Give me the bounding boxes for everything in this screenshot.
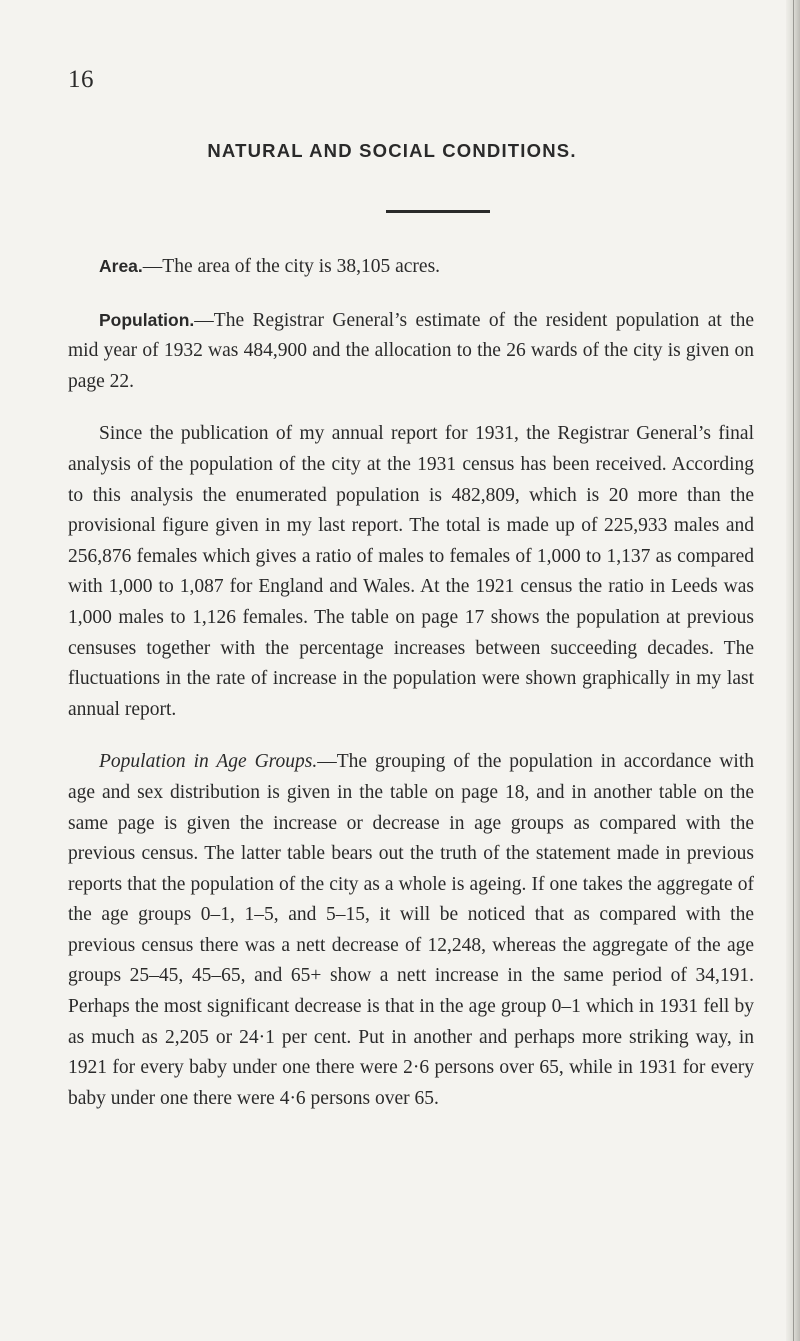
paragraph-census-analysis [68, 419, 754, 725]
body-text [68, 251, 754, 1136]
paragraph-area [68, 251, 754, 283]
paragraph-age-groups [68, 747, 754, 1114]
run-in-heading-population: Population. [99, 309, 195, 330]
paragraph-text: —The Registrar General’s estimate of the resident population at the mid year of 1932 was 484,900 and the allocation to the 26 wards of the city is given on page 22. [68, 309, 754, 392]
paragraph-text: —The grouping of the population in accordance with age and sex distribution is given in the table on page 18, and in another table on the same page is given the increase or decrease in age groups as compared with the previous census. The latter table bears out the truth of the statement made in previous reports that the population of the city as a whole is ageing. If one takes the aggregate of the age groups 0–1, 1–5, and 5–15, it will be noticed that as compared with the previous census there was a nett decrease of 12,248, whereas the aggregate of the age groups 25–45, 45–65, and 65+ show a nett increase in the same period of 34,191. Perhaps the most significant decrease is that in the age group 0–1 which in 1931 fell by as much as 2,205 or 24·1 per cent. Put in another and perhaps more striking way, in 1921 for every baby under one there were 2·6 persons over 65, while in 1931 for every baby under one there were 4·6 persons over 65. [68, 751, 754, 1109]
page-heading: NATURAL AND SOCIAL CONDITIONS. [207, 140, 577, 161]
section-divider [386, 210, 490, 213]
run-in-heading-age-groups: Population in Age Groups. [99, 751, 318, 773]
paragraph-text: —The area of the city is 38,105 acres. [142, 256, 441, 277]
page-number: 16 [68, 66, 94, 93]
paragraph-population [68, 305, 754, 398]
page-edge-line [793, 0, 794, 1341]
paragraph-text: Since the publication of my annual report for 1931, the Registrar General’s final analysis of the population of the city at the 1931 census has been received. According to this analysis the enumerated population is 482,809, which is 20 more than the provisional figure given in my last report. The total is made up of 225,933 males and 256,876 females which gives a ratio of males to females of 1,000 to 1,137 as compared with 1,000 to 1,087 for England and Wales. At the 1921 census the ratio in Leeds was 1,000 males to 1,126 females. The table on page 17 shows the population at previous censuses together with the percentage increases between succeeding decades. The fluctuations in the rate of increase in the population were shown graphically in my last annual report. [68, 423, 754, 720]
run-in-heading-area: Area. [99, 256, 143, 276]
